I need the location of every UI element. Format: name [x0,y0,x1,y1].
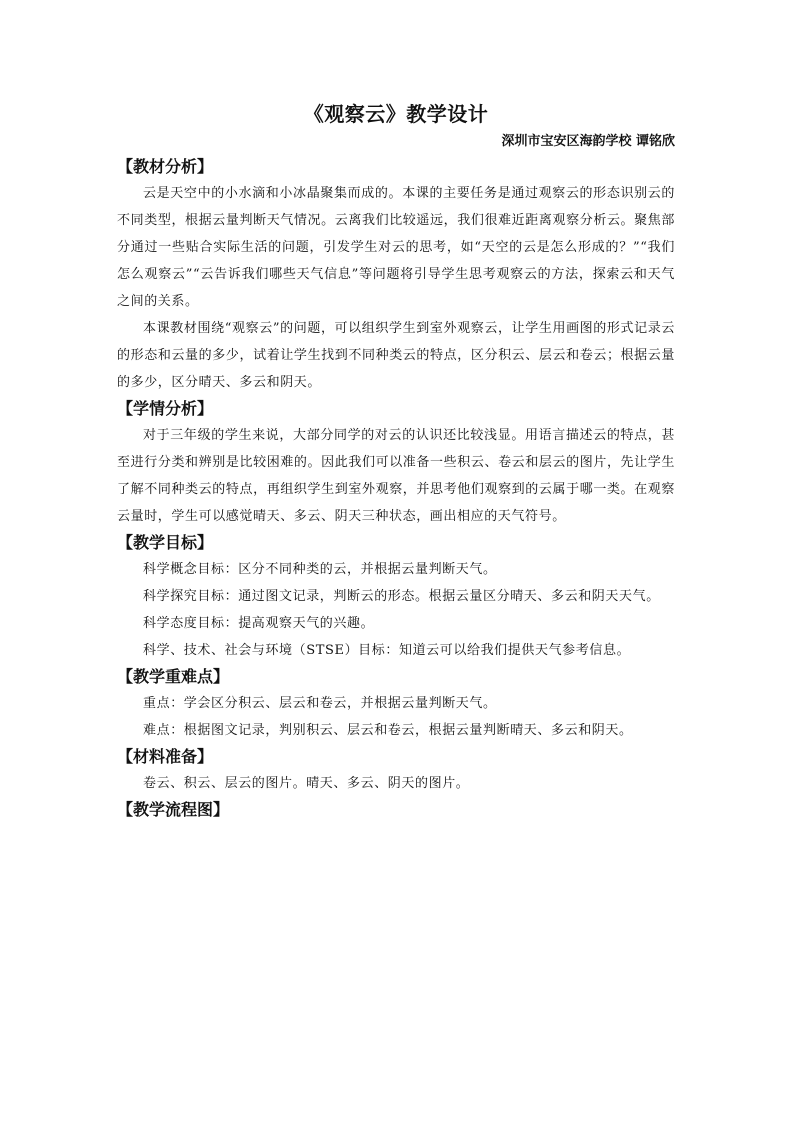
document-author: 深圳市宝安区海韵学校 谭铭欣 [501,134,675,149]
section-heading: 【学情分析】 [117,399,214,418]
section-textbook-analysis [117,154,675,396]
document-page [117,100,675,823]
document-title: 《观察云》教学设计 [303,102,489,126]
section-heading: 【教学重难点】 [117,667,230,686]
paragraph: 科学探究目标：通过图文记录，判断云的形态。根据云量区分晴天、多云和阴天天气。 [143,589,660,604]
paragraph: 难点：根据图文记录，判别积云、层云和卷云，根据云量判断晴天、多云和阴天。 [143,723,633,738]
paragraph: 科学概念目标：区分不同种类的云，并根据云量判断天气。 [143,562,497,577]
paragraph: 科学、技术、社会与环境（STSE）目标：知道云可以给我们提供天气参考信息。 [143,643,631,658]
paragraph: 对于三年级的学生来说，大部分同学的对云的认识还比较浅显。用语言描述云的特点，甚至进行分类和辨别是比较困难的。因此我们可以准备一些积云、卷云和层云的图片，先让学生了解不同种类云的特点，再组织学生到室外观察，并思考他们观察到的云属于哪一类。在观察云量时，学生可以感觉晴天、多云、阴天三种状态，画出相应的天气符号。 [117,428,675,524]
section-heading: 【教学目标】 [117,533,214,552]
paragraph: 重点：学会区分积云、层云和卷云，并根据云量判断天气。 [143,696,497,711]
section-heading: 【教学流程图】 [117,800,230,819]
section-materials [117,744,675,797]
section-learner-analysis [117,396,675,530]
section-teaching-objectives [117,530,675,664]
paragraph: 本课教材围绕“观察云”的问题，可以组织学生到室外观察云，让学生用画图的形式记录云的形态和云量的多少，试着让学生找到不同种类云的特点，区分积云、层云和卷云；根据云量的多少，区分晴天、多云和阴天。 [117,321,675,390]
paragraph: 卷云、积云、层云的图片。晴天、多云、阴天的图片。 [143,776,470,791]
section-heading: 【教材分析】 [117,157,214,176]
section-teaching-flowchart [117,797,675,823]
paragraph: 科学态度目标：提高观察天气的兴趣。 [143,616,375,631]
section-key-difficult-points [117,664,675,744]
section-heading: 【材料准备】 [117,747,214,766]
paragraph: 云是天空中的小水滴和小冰晶聚集而成的。本课的主要任务是通过观察云的形态识别云的不同类型，根据云量判断天气情况。云离我们比较遥远，我们很难近距离观察分析云。聚焦部分通过一些贴合实际生活的问题，引发学生对云的思考，如“天空的云是怎么形成的？”“我们怎么观察云”“云告诉我们哪些天气信息”等问题将引导学生思考观察云的方法，探索云和天气之间的关系。 [117,186,675,309]
